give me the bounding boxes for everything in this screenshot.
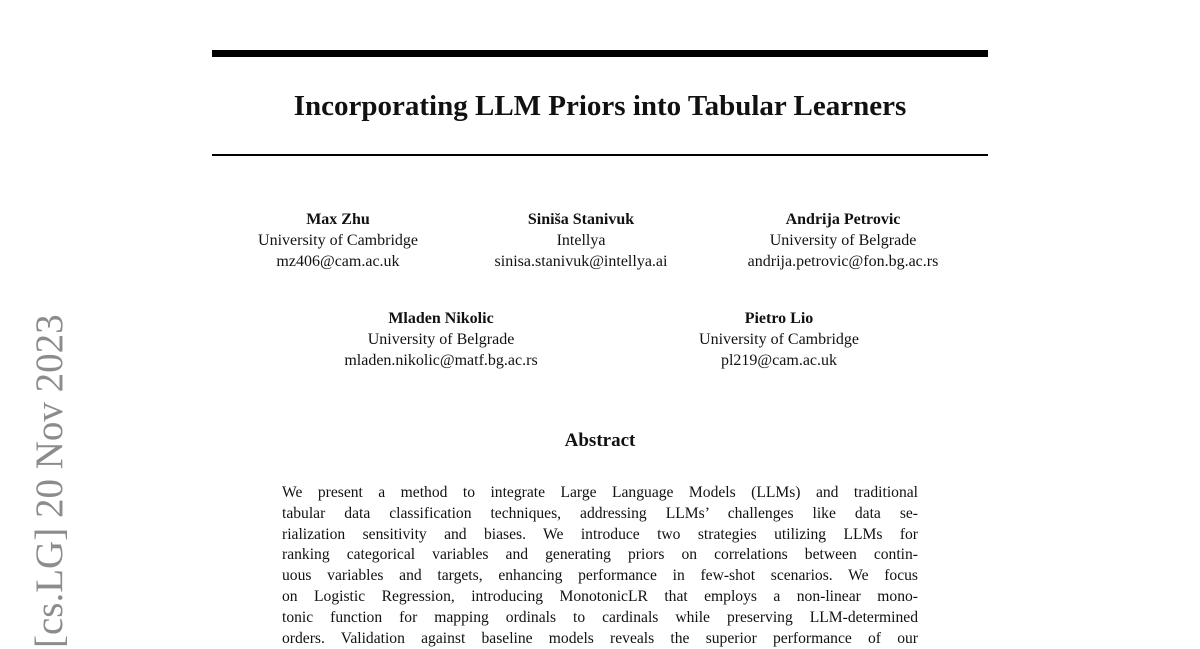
author-block	[316, 308, 566, 371]
author-email: pl219@cam.ac.uk	[720, 352, 838, 369]
title-top-rule	[212, 50, 988, 57]
author-affiliation: University of Cambridge	[699, 331, 859, 348]
abstract-line: ranking categorical variables and generating priors on correlations between contin-	[282, 546, 918, 564]
abstract-body	[282, 483, 918, 649]
author-name: Andrija Petrovic	[785, 211, 901, 228]
author-block	[238, 209, 438, 272]
author-block	[670, 308, 888, 371]
abstract-line: tabular data classification techniques, addressing LLMs’ challenges like data se-	[282, 504, 918, 522]
author-email: mladen.nikolic@matf.bg.ac.rs	[344, 352, 538, 369]
author-email: mz406@cam.ac.uk	[276, 253, 400, 270]
abstract-line: orders. Validation against baseline models reveals the superior performance of our	[282, 629, 918, 647]
abstract-line: rialization sensitivity and biases. We introduce two strategies utilizing LLMs for	[282, 525, 918, 543]
author-block	[718, 209, 968, 272]
author-affiliation: University of Belgrade	[367, 331, 515, 348]
author-affiliation: University of Belgrade	[769, 232, 917, 249]
abstract-line: on Logistic Regression, introducing MonotonicLR that employs a non-linear mono-	[282, 587, 918, 605]
author-email: sinisa.stanivuk@intellya.ai	[494, 253, 668, 270]
abstract-line: tonic function for mapping ordinals to cardinals while preserving LLM-determined	[282, 608, 918, 626]
author-name: Max Zhu	[306, 211, 370, 228]
author-name: Pietro Lio	[744, 310, 814, 327]
arxiv-stamp: [cs.LG] 20 Nov 2023	[28, 314, 71, 648]
title-bottom-rule	[212, 154, 988, 156]
author-name: Mladen Nikolic	[388, 310, 494, 327]
author-block	[466, 209, 696, 272]
author-affiliation: University of Cambridge	[258, 232, 418, 249]
abstract-heading: Abstract	[564, 430, 636, 451]
paper-title: Incorporating LLM Priors into Tabular Learners	[293, 90, 907, 122]
author-affiliation: Intellya	[556, 232, 606, 249]
author-name: Siniša Stanivuk	[527, 211, 635, 228]
abstract-line: uous variables and targets, enhancing performance in few-shot scenarios. We focus	[282, 567, 918, 585]
abstract-line: We present a method to integrate Large Language Models (LLMs) and traditional	[282, 484, 918, 501]
author-email: andrija.petrovic@fon.bg.ac.rs	[747, 253, 939, 270]
